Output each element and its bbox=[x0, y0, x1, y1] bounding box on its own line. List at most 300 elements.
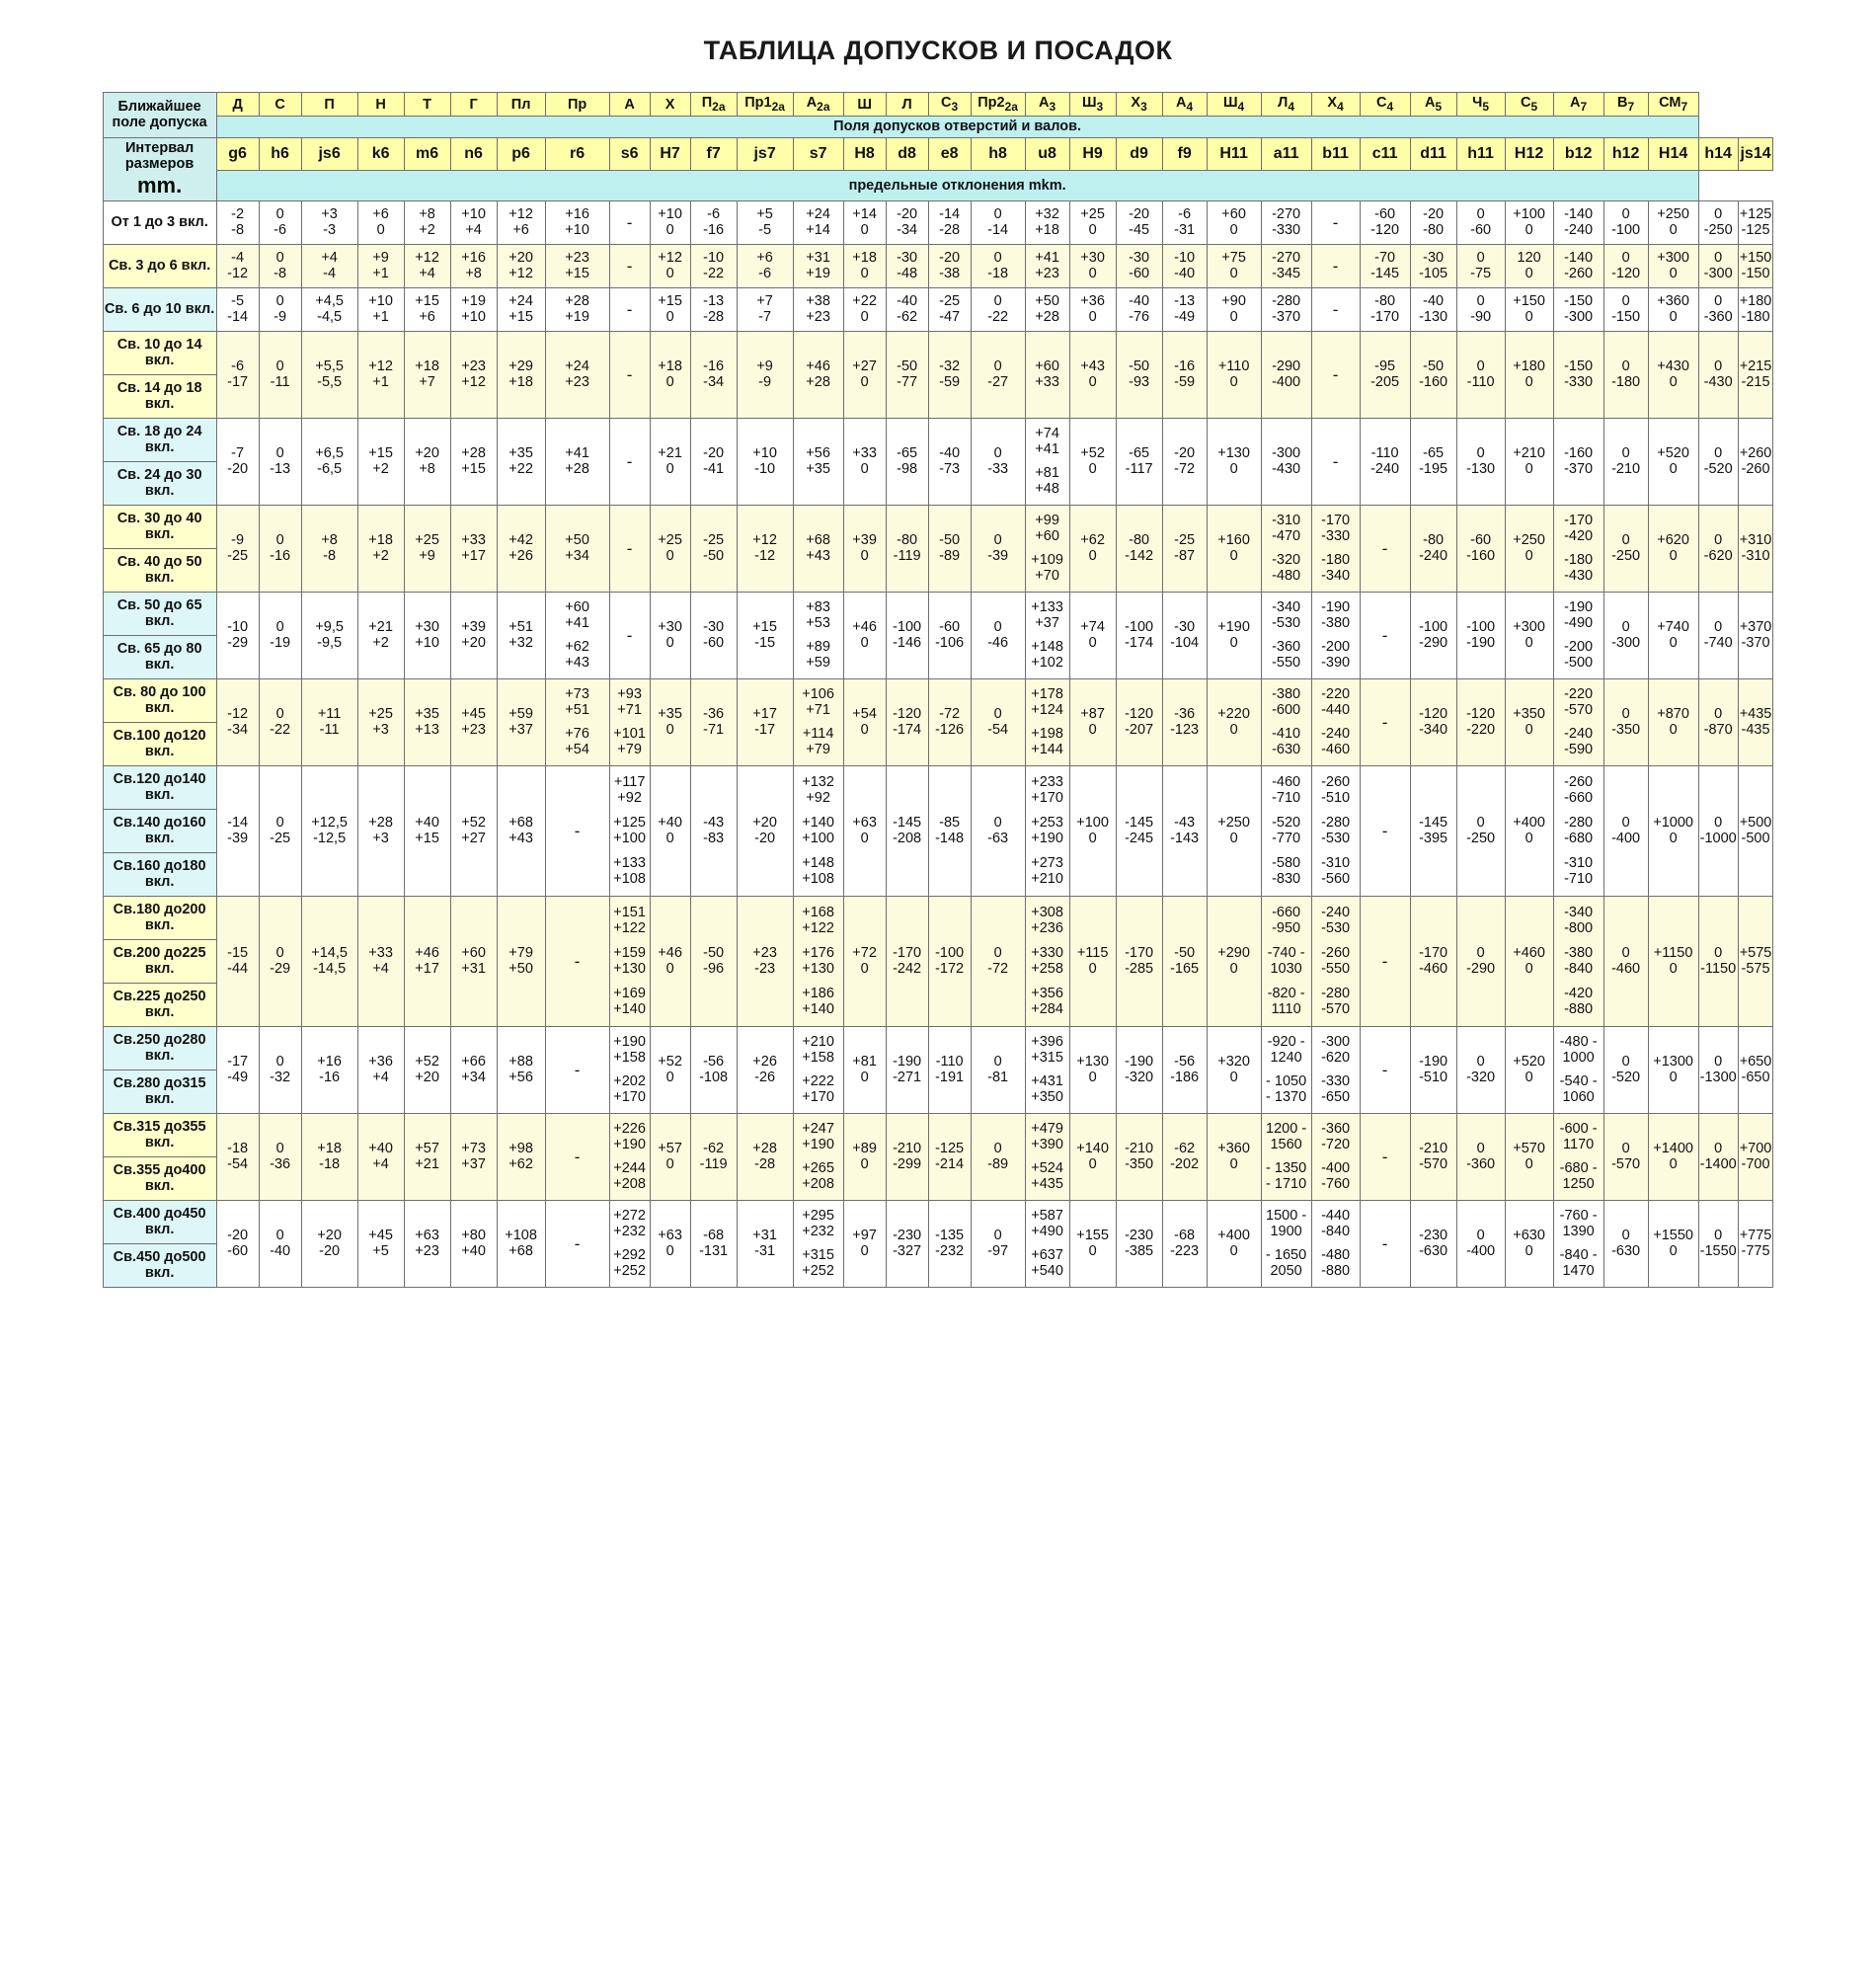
data-cell-r6: - bbox=[545, 1200, 609, 1287]
cell-subvalue: -180 -340 bbox=[1321, 551, 1351, 585]
column-header-iso-n6: n6 bbox=[450, 137, 497, 170]
data-cell-f7: -6 -16 bbox=[690, 200, 737, 244]
data-cell-m6: +20 +8 bbox=[404, 418, 450, 505]
data-cell-H9: +100 0 bbox=[1069, 765, 1116, 896]
data-cell-H14: +1400 0 bbox=[1648, 1113, 1698, 1200]
data-cell-h6: 0 -9 bbox=[259, 287, 301, 331]
data-cell-d8: -100 -146 bbox=[886, 592, 928, 678]
data-cell-b11 bbox=[1311, 592, 1360, 678]
data-cell-H8: +81 0 bbox=[843, 1026, 886, 1113]
column-header-iso-m6: m6 bbox=[404, 137, 450, 170]
cell-subvalue: -310 -560 bbox=[1321, 855, 1351, 888]
data-cell-d11: -210 -570 bbox=[1410, 1113, 1456, 1200]
tolerance-table bbox=[103, 92, 1774, 1288]
data-cell-h11: 0 -290 bbox=[1456, 896, 1505, 1026]
data-cell-H14: +430 0 bbox=[1648, 331, 1698, 418]
data-cell-h12: 0 -210 bbox=[1603, 418, 1648, 505]
cell-subvalue: +524 +435 bbox=[1031, 1159, 1063, 1193]
data-cell-c11: - bbox=[1360, 505, 1410, 592]
data-cell-f7: -20 -41 bbox=[690, 418, 737, 505]
data-cell-m6: +15 +6 bbox=[404, 287, 450, 331]
data-cell-H7: +18 0 bbox=[650, 331, 690, 418]
data-cell-h11: 0 -250 bbox=[1456, 765, 1505, 896]
data-cell-c11: - bbox=[1360, 1200, 1410, 1287]
cell-subvalue: +308 +236 bbox=[1031, 904, 1063, 936]
data-cell-b12: -150 -300 bbox=[1553, 287, 1603, 331]
cell-subvalue: +265 +208 bbox=[802, 1159, 834, 1193]
column-header-iso-r6: r6 bbox=[545, 137, 609, 170]
row-label-size-range: Св. 24 до 30 вкл. bbox=[103, 461, 216, 505]
data-cell-b11: - bbox=[1311, 244, 1360, 287]
data-cell-s7: +68 +43 bbox=[793, 505, 843, 592]
cell-subvalue: -820 - 1110 bbox=[1267, 986, 1305, 1018]
data-cell-u8: +60 +33 bbox=[1025, 331, 1069, 418]
data-cell-m6: +18 +7 bbox=[404, 331, 450, 418]
data-cell-js7: +9 -9 bbox=[737, 331, 793, 418]
data-cell-H9: +30 0 bbox=[1069, 244, 1116, 287]
data-cell-js6: +5,5 -5,5 bbox=[301, 331, 357, 418]
data-cell-k6: +25 +3 bbox=[357, 678, 404, 765]
data-cell-b11: - bbox=[1311, 418, 1360, 505]
data-cell-n6: +23 +12 bbox=[450, 331, 497, 418]
data-cell-h14: 0 -250 bbox=[1698, 200, 1738, 244]
data-cell-f7: -13 -28 bbox=[690, 287, 737, 331]
data-cell-a11: -300 -430 bbox=[1261, 418, 1311, 505]
data-cell-c11: -80 -170 bbox=[1360, 287, 1410, 331]
data-cell-a11: -290 -400 bbox=[1261, 331, 1311, 418]
data-cell-g6: -17 -49 bbox=[216, 1026, 259, 1113]
column-header-iso-k6: k6 bbox=[357, 137, 404, 170]
data-cell-H11: +90 0 bbox=[1207, 287, 1261, 331]
data-cell-d11: -100 -290 bbox=[1410, 592, 1456, 678]
data-cell-r6: - bbox=[545, 765, 609, 896]
data-cell-h6: 0 -29 bbox=[259, 896, 301, 1026]
cell-subvalue: +62 +43 bbox=[565, 638, 589, 672]
data-cell-e8: -85 -148 bbox=[928, 765, 971, 896]
data-cell-h11: -60 -160 bbox=[1456, 505, 1505, 592]
data-cell-h14: 0 -1150 bbox=[1698, 896, 1738, 1026]
table-row bbox=[103, 1113, 1773, 1156]
data-cell-r6: +50 +34 bbox=[545, 505, 609, 592]
row-label-size-range: Св. 10 до 14 вкл. bbox=[103, 331, 216, 374]
data-cell-s7 bbox=[793, 896, 843, 1026]
data-cell-H11: +75 0 bbox=[1207, 244, 1261, 287]
cell-subvalue: -580 -830 bbox=[1272, 855, 1301, 888]
data-cell-f7: -25 -50 bbox=[690, 505, 737, 592]
data-cell-js6: +6,5 -6,5 bbox=[301, 418, 357, 505]
cell-subvalue: +168 +122 bbox=[802, 904, 834, 936]
data-cell-js14: +775 -775 bbox=[1738, 1200, 1773, 1287]
data-cell-r6: - bbox=[545, 896, 609, 1026]
column-header-ru-m6: Т bbox=[404, 93, 450, 117]
data-cell-H9: +36 0 bbox=[1069, 287, 1116, 331]
data-cell-n6: +10 +4 bbox=[450, 200, 497, 244]
table-row bbox=[103, 331, 1773, 374]
cell-subvalue: +247 +190 bbox=[802, 1120, 834, 1153]
data-cell-js14: +125 -125 bbox=[1738, 200, 1773, 244]
data-cell-s6 bbox=[609, 896, 650, 1026]
column-header-ru-n6: Г bbox=[450, 93, 497, 117]
data-cell-H8: +54 0 bbox=[843, 678, 886, 765]
data-cell-n6: +52 +27 bbox=[450, 765, 497, 896]
row-label-size-range: Св.100 до120 вкл. bbox=[103, 722, 216, 765]
column-header-iso-c11: c11 bbox=[1360, 137, 1410, 170]
data-cell-d11: -50 -160 bbox=[1410, 331, 1456, 418]
table-row bbox=[103, 896, 1773, 939]
row-label-size-range: Св.250 до280 вкл. bbox=[103, 1026, 216, 1070]
data-cell-f7: -30 -60 bbox=[690, 592, 737, 678]
data-cell-b12: -150 -330 bbox=[1553, 331, 1603, 418]
data-cell-p6: +20 +12 bbox=[497, 244, 545, 287]
data-cell-g6: -9 -25 bbox=[216, 505, 259, 592]
data-cell-s6 bbox=[609, 678, 650, 765]
column-header-ru-d11: $А_5$ bbox=[1410, 93, 1456, 117]
data-cell-b11 bbox=[1311, 1113, 1360, 1200]
data-cell-u8 bbox=[1025, 1200, 1069, 1287]
data-cell-s7 bbox=[793, 1026, 843, 1113]
data-cell-r6: - bbox=[545, 1113, 609, 1200]
data-cell-js14: +650 -650 bbox=[1738, 1026, 1773, 1113]
data-cell-s6: - bbox=[609, 418, 650, 505]
data-cell-h12: 0 -180 bbox=[1603, 331, 1648, 418]
column-header-iso-h8: h8 bbox=[971, 137, 1025, 170]
column-header-ru-f7: $П_{2а}$ bbox=[690, 93, 737, 117]
data-cell-h14: 0 -1000 bbox=[1698, 765, 1738, 896]
column-header-iso-js14: js14 bbox=[1738, 137, 1773, 170]
data-cell-d9: -100 -174 bbox=[1116, 592, 1162, 678]
data-cell-js14: +370 -370 bbox=[1738, 592, 1773, 678]
data-cell-b12 bbox=[1553, 505, 1603, 592]
cell-subvalue: +83 +53 bbox=[806, 598, 830, 632]
data-cell-H9: +87 0 bbox=[1069, 678, 1116, 765]
data-cell-d8: -50 -77 bbox=[886, 331, 928, 418]
data-cell-u8: +32 +18 bbox=[1025, 200, 1069, 244]
data-cell-h8: 0 -27 bbox=[971, 331, 1025, 418]
column-header-iso-h11: h11 bbox=[1456, 137, 1505, 170]
data-cell-c11: - bbox=[1360, 765, 1410, 896]
cell-subvalue: +210 +158 bbox=[802, 1033, 834, 1067]
data-cell-b12 bbox=[1553, 1026, 1603, 1113]
data-cell-h12: 0 -570 bbox=[1603, 1113, 1648, 1200]
cell-subvalue: +133 +108 bbox=[613, 855, 646, 888]
column-header-ru-H14: $СМ_7$ bbox=[1648, 93, 1698, 117]
data-cell-m6: +57 +21 bbox=[404, 1113, 450, 1200]
data-cell-H14: +1550 0 bbox=[1648, 1200, 1698, 1287]
data-cell-d8: -20 -34 bbox=[886, 200, 928, 244]
cell-subvalue: +233 +170 bbox=[1031, 773, 1063, 806]
cell-subvalue: -920 - 1240 bbox=[1267, 1033, 1305, 1067]
column-header-iso-js6: js6 bbox=[301, 137, 357, 170]
data-cell-H8: +72 0 bbox=[843, 896, 886, 1026]
column-header-iso-e8: e8 bbox=[928, 137, 971, 170]
data-cell-r6 bbox=[545, 678, 609, 765]
data-cell-H7: +63 0 bbox=[650, 1200, 690, 1287]
data-cell-js6: +4 -4 bbox=[301, 244, 357, 287]
cell-subvalue: +637 +540 bbox=[1031, 1246, 1063, 1280]
column-header-ru-h12: $В_7$ bbox=[1603, 93, 1648, 117]
data-cell-d8: -40 -62 bbox=[886, 287, 928, 331]
data-cell-H7: +21 0 bbox=[650, 418, 690, 505]
data-cell-s7: +24 +14 bbox=[793, 200, 843, 244]
data-cell-a11: -270 -330 bbox=[1261, 200, 1311, 244]
data-cell-b11: - bbox=[1311, 200, 1360, 244]
data-cell-js14: +260 -260 bbox=[1738, 418, 1773, 505]
row-label-size-range: Св. 3 до 6 вкл. bbox=[103, 244, 216, 287]
data-cell-H14: +620 0 bbox=[1648, 505, 1698, 592]
data-cell-g6: -14 -39 bbox=[216, 765, 259, 896]
data-cell-b11 bbox=[1311, 896, 1360, 1026]
data-cell-r6: +28 +19 bbox=[545, 287, 609, 331]
data-cell-g6: -6 -17 bbox=[216, 331, 259, 418]
cell-subvalue: -310 -470 bbox=[1272, 512, 1301, 545]
cell-subvalue: -170 -330 bbox=[1321, 512, 1351, 545]
data-cell-js14: +500 -500 bbox=[1738, 765, 1773, 896]
data-cell-h12: 0 -460 bbox=[1603, 896, 1648, 1026]
data-cell-H14: +1150 0 bbox=[1648, 896, 1698, 1026]
data-cell-h11: -120 -220 bbox=[1456, 678, 1505, 765]
data-cell-c11: -110 -240 bbox=[1360, 418, 1410, 505]
table-header bbox=[103, 93, 1773, 201]
table-row bbox=[103, 765, 1773, 809]
data-cell-d11: -65 -195 bbox=[1410, 418, 1456, 505]
column-header-ru-s7: $А_{2а}$ bbox=[793, 93, 843, 117]
data-cell-H7: +40 0 bbox=[650, 765, 690, 896]
cell-subvalue: +295 +232 bbox=[802, 1207, 834, 1240]
row-label-size-range: Св.225 до250 вкл. bbox=[103, 983, 216, 1026]
data-cell-H11: +360 0 bbox=[1207, 1113, 1261, 1200]
data-cell-m6: +8 +2 bbox=[404, 200, 450, 244]
cell-subvalue: +198 +144 bbox=[1031, 725, 1063, 758]
cell-subvalue: -480 - 1000 bbox=[1559, 1033, 1598, 1067]
data-cell-f7: -36 -71 bbox=[690, 678, 737, 765]
data-cell-e8: -125 -214 bbox=[928, 1113, 971, 1200]
data-cell-d8: -120 -174 bbox=[886, 678, 928, 765]
data-cell-H12: +100 0 bbox=[1505, 200, 1553, 244]
data-cell-k6: +6 0 bbox=[357, 200, 404, 244]
data-cell-js14: +435 -435 bbox=[1738, 678, 1773, 765]
data-cell-b11 bbox=[1311, 505, 1360, 592]
data-cell-h8: 0 -22 bbox=[971, 287, 1025, 331]
data-cell-e8: -32 -59 bbox=[928, 331, 971, 418]
cell-subvalue: -380 -600 bbox=[1272, 685, 1301, 719]
data-cell-b11 bbox=[1311, 1026, 1360, 1113]
data-cell-d8: -80 -119 bbox=[886, 505, 928, 592]
data-cell-h8: 0 -63 bbox=[971, 765, 1025, 896]
data-cell-s7: +31 +19 bbox=[793, 244, 843, 287]
data-cell-js14: +150 -150 bbox=[1738, 244, 1773, 287]
data-cell-r6: - bbox=[545, 1026, 609, 1113]
cell-subvalue: +151 +122 bbox=[613, 904, 646, 936]
table-body bbox=[103, 200, 1773, 1287]
column-header-ru-d8: Л bbox=[886, 93, 928, 117]
column-header-iso-b11: b11 bbox=[1311, 137, 1360, 170]
row-label-size-range: Св. 30 до 40 вкл. bbox=[103, 505, 216, 548]
data-cell-f7: -56 -108 bbox=[690, 1026, 737, 1113]
data-cell-r6 bbox=[545, 592, 609, 678]
data-cell-h6: 0 -16 bbox=[259, 505, 301, 592]
data-cell-H11: +190 0 bbox=[1207, 592, 1261, 678]
data-cell-f9: -25 -87 bbox=[1162, 505, 1207, 592]
column-header-iso-h14: h14 bbox=[1698, 137, 1738, 170]
data-cell-c11: - bbox=[1360, 1113, 1410, 1200]
data-cell-H7: +25 0 bbox=[650, 505, 690, 592]
data-cell-n6: +33 +17 bbox=[450, 505, 497, 592]
table-row bbox=[103, 678, 1773, 722]
data-cell-s6: - bbox=[609, 331, 650, 418]
data-cell-H14: +360 0 bbox=[1648, 287, 1698, 331]
data-cell-h8: 0 -54 bbox=[971, 678, 1025, 765]
data-cell-n6: +19 +10 bbox=[450, 287, 497, 331]
column-header-ru-h6: С bbox=[259, 93, 301, 117]
cell-subvalue: +93 +71 bbox=[617, 685, 642, 719]
data-cell-a11 bbox=[1261, 1113, 1311, 1200]
data-cell-js7: +5 -5 bbox=[737, 200, 793, 244]
data-cell-H12: +520 0 bbox=[1505, 1026, 1553, 1113]
data-cell-p6: +88 +56 bbox=[497, 1026, 545, 1113]
data-cell-d8: -30 -48 bbox=[886, 244, 928, 287]
data-cell-H7: +10 0 bbox=[650, 200, 690, 244]
cell-subvalue: -260 -550 bbox=[1321, 944, 1351, 978]
data-cell-h6: 0 -36 bbox=[259, 1113, 301, 1200]
data-cell-h6: 0 -19 bbox=[259, 592, 301, 678]
cell-subvalue: +244 +208 bbox=[613, 1159, 646, 1193]
data-cell-H7: +15 0 bbox=[650, 287, 690, 331]
data-cell-js7: +31 -31 bbox=[737, 1200, 793, 1287]
cell-subvalue: +76 +54 bbox=[565, 725, 589, 758]
cell-subvalue: +132 +92 bbox=[802, 773, 834, 806]
data-cell-n6: +66 +34 bbox=[450, 1026, 497, 1113]
column-header-iso-H12: H12 bbox=[1505, 137, 1553, 170]
cell-subvalue: -380 -840 bbox=[1564, 944, 1594, 978]
data-cell-d11: -145 -395 bbox=[1410, 765, 1456, 896]
cell-subvalue: +125 +100 bbox=[613, 814, 646, 847]
column-header-iso-s6: s6 bbox=[609, 137, 650, 170]
data-cell-h14: 0 -740 bbox=[1698, 592, 1738, 678]
data-cell-s6 bbox=[609, 1113, 650, 1200]
cell-subvalue: -280 -530 bbox=[1321, 814, 1351, 847]
data-cell-r6: +24 +23 bbox=[545, 331, 609, 418]
data-cell-H9: +115 0 bbox=[1069, 896, 1116, 1026]
data-cell-g6: -7 -20 bbox=[216, 418, 259, 505]
data-cell-d8: -170 -242 bbox=[886, 896, 928, 1026]
cell-subvalue: +356 +284 bbox=[1031, 986, 1063, 1018]
data-cell-H7: +12 0 bbox=[650, 244, 690, 287]
data-cell-s7: +46 +28 bbox=[793, 331, 843, 418]
table-row bbox=[103, 244, 1773, 287]
data-cell-H7: +35 0 bbox=[650, 678, 690, 765]
data-cell-H8: +18 0 bbox=[843, 244, 886, 287]
data-cell-g6: -4 -12 bbox=[216, 244, 259, 287]
data-cell-f9: -50 -165 bbox=[1162, 896, 1207, 1026]
data-cell-js6: +3 -3 bbox=[301, 200, 357, 244]
column-header-ru-c11: $С_4$ bbox=[1360, 93, 1410, 117]
data-cell-h8: 0 -33 bbox=[971, 418, 1025, 505]
data-cell-g6: -20 -60 bbox=[216, 1200, 259, 1287]
data-cell-g6: -2 -8 bbox=[216, 200, 259, 244]
data-cell-H12: +350 0 bbox=[1505, 678, 1553, 765]
column-header-iso-f7: f7 bbox=[690, 137, 737, 170]
data-cell-H9: +130 0 bbox=[1069, 1026, 1116, 1113]
data-cell-d11: -20 -80 bbox=[1410, 200, 1456, 244]
data-cell-H14: +300 0 bbox=[1648, 244, 1698, 287]
column-header-ru-H12: $С_5$ bbox=[1505, 93, 1553, 117]
data-cell-h11: 0 -320 bbox=[1456, 1026, 1505, 1113]
data-cell-H9: +52 0 bbox=[1069, 418, 1116, 505]
data-cell-f9: -30 -104 bbox=[1162, 592, 1207, 678]
cell-subvalue: -400 -760 bbox=[1321, 1159, 1351, 1193]
table-row bbox=[103, 287, 1773, 331]
data-cell-js6: +12,5 -12,5 bbox=[301, 765, 357, 896]
cell-subvalue: +81 +48 bbox=[1035, 464, 1059, 498]
column-header-ru-b12: $А_7$ bbox=[1553, 93, 1603, 117]
data-cell-H14: +250 0 bbox=[1648, 200, 1698, 244]
data-cell-b12 bbox=[1553, 896, 1603, 1026]
data-cell-e8: -50 -89 bbox=[928, 505, 971, 592]
column-header-iso-H14: H14 bbox=[1648, 137, 1698, 170]
cell-subvalue: -410 -630 bbox=[1272, 725, 1301, 758]
data-cell-H9: +25 0 bbox=[1069, 200, 1116, 244]
data-cell-h12: 0 -300 bbox=[1603, 592, 1648, 678]
data-cell-d8: -210 -299 bbox=[886, 1113, 928, 1200]
data-cell-c11: - bbox=[1360, 678, 1410, 765]
cell-subvalue: -600 - 1170 bbox=[1559, 1120, 1598, 1153]
data-cell-d8: -65 -98 bbox=[886, 418, 928, 505]
row-label-size-range: Св.180 до200 вкл. bbox=[103, 896, 216, 939]
data-cell-h8: 0 -97 bbox=[971, 1200, 1025, 1287]
cell-subvalue: -320 -480 bbox=[1272, 551, 1301, 585]
cell-subvalue: +109 +70 bbox=[1031, 551, 1063, 585]
cell-subvalue: -840 - 1470 bbox=[1559, 1246, 1598, 1280]
data-cell-H11: +130 0 bbox=[1207, 418, 1261, 505]
cell-subvalue: +159 +130 bbox=[613, 944, 646, 978]
data-cell-k6: +28 +3 bbox=[357, 765, 404, 896]
band-row-fields bbox=[103, 117, 1773, 137]
data-cell-a11 bbox=[1261, 1200, 1311, 1287]
data-cell-f9: -56 -186 bbox=[1162, 1026, 1207, 1113]
table-row bbox=[103, 505, 1773, 548]
data-cell-f9: -43 -143 bbox=[1162, 765, 1207, 896]
data-cell-e8: -100 -172 bbox=[928, 896, 971, 1026]
cell-subvalue: +60 +41 bbox=[565, 598, 589, 632]
cell-subvalue: +315 +252 bbox=[802, 1246, 834, 1280]
column-header-ru-s6: А bbox=[609, 93, 650, 117]
column-header-ru-a11: $Л_4$ bbox=[1261, 93, 1311, 117]
data-cell-H8: +27 0 bbox=[843, 331, 886, 418]
data-cell-f7: -16 -34 bbox=[690, 331, 737, 418]
data-cell-s7 bbox=[793, 592, 843, 678]
row-label-size-range: Св.120 до140 вкл. bbox=[103, 765, 216, 809]
cell-subvalue: -280 -570 bbox=[1321, 986, 1351, 1018]
row-label-size-range: Св. 6 до 10 вкл. bbox=[103, 287, 216, 331]
cell-subvalue: -520 -770 bbox=[1272, 814, 1301, 847]
cell-subvalue: +176 +130 bbox=[802, 944, 834, 978]
data-cell-a11: -280 -370 bbox=[1261, 287, 1311, 331]
column-header-ru-f9: $А_4$ bbox=[1162, 93, 1207, 117]
data-cell-n6: +16 +8 bbox=[450, 244, 497, 287]
data-cell-h12: 0 -350 bbox=[1603, 678, 1648, 765]
data-cell-p6: +98 +62 bbox=[497, 1113, 545, 1200]
cell-subvalue: +587 +490 bbox=[1031, 1207, 1063, 1240]
data-cell-H14: +1300 0 bbox=[1648, 1026, 1698, 1113]
data-cell-H12: +250 0 bbox=[1505, 505, 1553, 592]
column-header-ru-H7: Х bbox=[650, 93, 690, 117]
data-cell-k6: +18 +2 bbox=[357, 505, 404, 592]
data-cell-f9: -10 -40 bbox=[1162, 244, 1207, 287]
data-cell-p6: +35 +22 bbox=[497, 418, 545, 505]
data-cell-b11: - bbox=[1311, 331, 1360, 418]
data-cell-s7 bbox=[793, 1200, 843, 1287]
data-cell-k6: +12 +1 bbox=[357, 331, 404, 418]
